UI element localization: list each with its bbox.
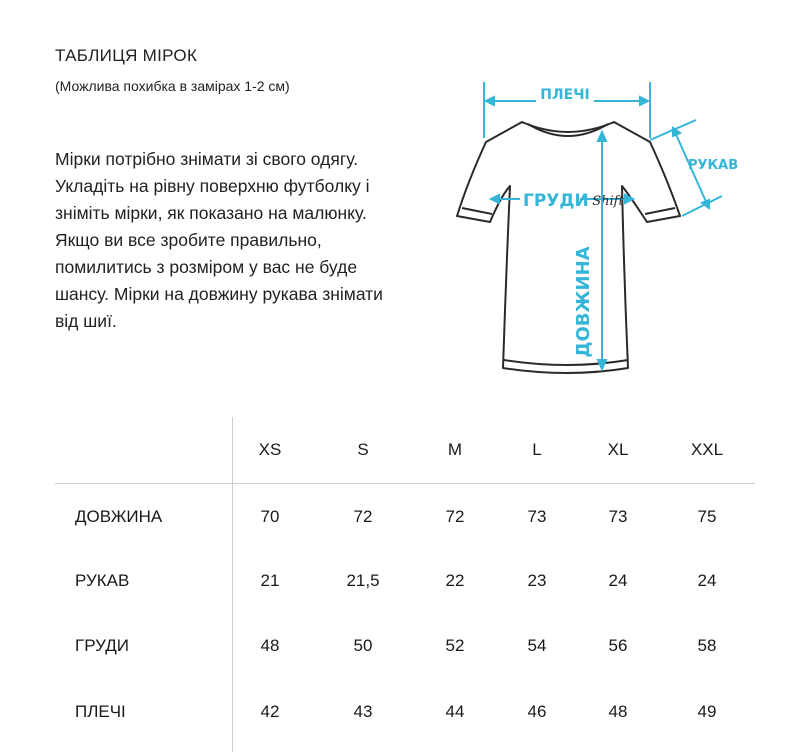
- measurement-value-cell: 48: [260, 636, 280, 655]
- sleeve-label: РУКАВ: [688, 158, 739, 173]
- tshirt-measurement-diagram: [440, 66, 740, 386]
- table-vertical-divider: [232, 417, 233, 752]
- measurement-row-label: ПЛЕЧІ: [75, 702, 126, 721]
- measurement-value-cell: 70: [260, 507, 280, 526]
- measurement-value-cell: 58: [697, 636, 717, 655]
- measurement-value-cell: 73: [527, 507, 547, 526]
- measurement-row-label: ДОВЖИНА: [75, 507, 163, 526]
- size-column-header: M: [447, 440, 463, 459]
- page-title: ТАБЛИЦЯ МІРОК: [55, 46, 198, 65]
- measurement-value-cell: 23: [527, 571, 547, 590]
- measurement-value-cell: 50: [353, 636, 373, 655]
- instructions-text: Мірки потрібно знімати зі свого одягу. Укладіть на рівну поверхню футболку і зніміть мірки, як показано на малюнку. Якщо ви все зробите правильно, помилитись з розміром у вас не буде шансу. Мірки на довжину рукава знімати від шиї.: [55, 149, 383, 331]
- table-header-divider: [55, 483, 755, 484]
- chest-label: ГРУДИ: [523, 191, 589, 211]
- brand-logo: Shift: [592, 194, 624, 209]
- shoulders-label: ПЛЕЧІ: [540, 87, 590, 103]
- measurement-value-cell: 54: [527, 636, 547, 655]
- size-column-header: XS: [258, 440, 282, 459]
- measurement-value-cell: 21: [260, 571, 280, 590]
- measurement-value-cell: 46: [527, 702, 547, 721]
- length-label: ДОВЖИНА: [573, 246, 594, 358]
- size-column-header: XL: [607, 440, 629, 459]
- tshirt-outline: [457, 122, 680, 373]
- length-measure-arrow: [598, 132, 606, 369]
- measurement-value-cell: 75: [697, 507, 717, 526]
- size-column-header: XXL: [690, 440, 724, 459]
- measurement-value-cell: 43: [353, 702, 373, 721]
- measurement-value-cell: 73: [608, 507, 628, 526]
- measurement-row-label: РУКАВ: [75, 571, 130, 590]
- measurement-row-label: ГРУДИ: [75, 636, 129, 655]
- page-subtitle: (Можлива похибка в замірах 1-2 см): [55, 78, 290, 94]
- measurement-value-cell: 22: [445, 571, 465, 590]
- measurement-value-cell: 42: [260, 702, 280, 721]
- measurement-value-cell: 21,5: [346, 571, 380, 590]
- measurement-value-cell: 72: [353, 507, 373, 526]
- measurement-value-cell: 56: [608, 636, 628, 655]
- measurement-value-cell: 49: [697, 702, 717, 721]
- measurement-value-cell: 52: [445, 636, 465, 655]
- measurement-value-cell: 72: [445, 507, 465, 526]
- measurement-value-cell: 44: [445, 702, 465, 721]
- measurement-value-cell: 48: [608, 702, 628, 721]
- measurement-value-cell: 24: [608, 571, 628, 590]
- size-column-header: S: [357, 440, 369, 459]
- measurement-value-cell: 24: [697, 571, 717, 590]
- size-column-header: L: [532, 440, 542, 459]
